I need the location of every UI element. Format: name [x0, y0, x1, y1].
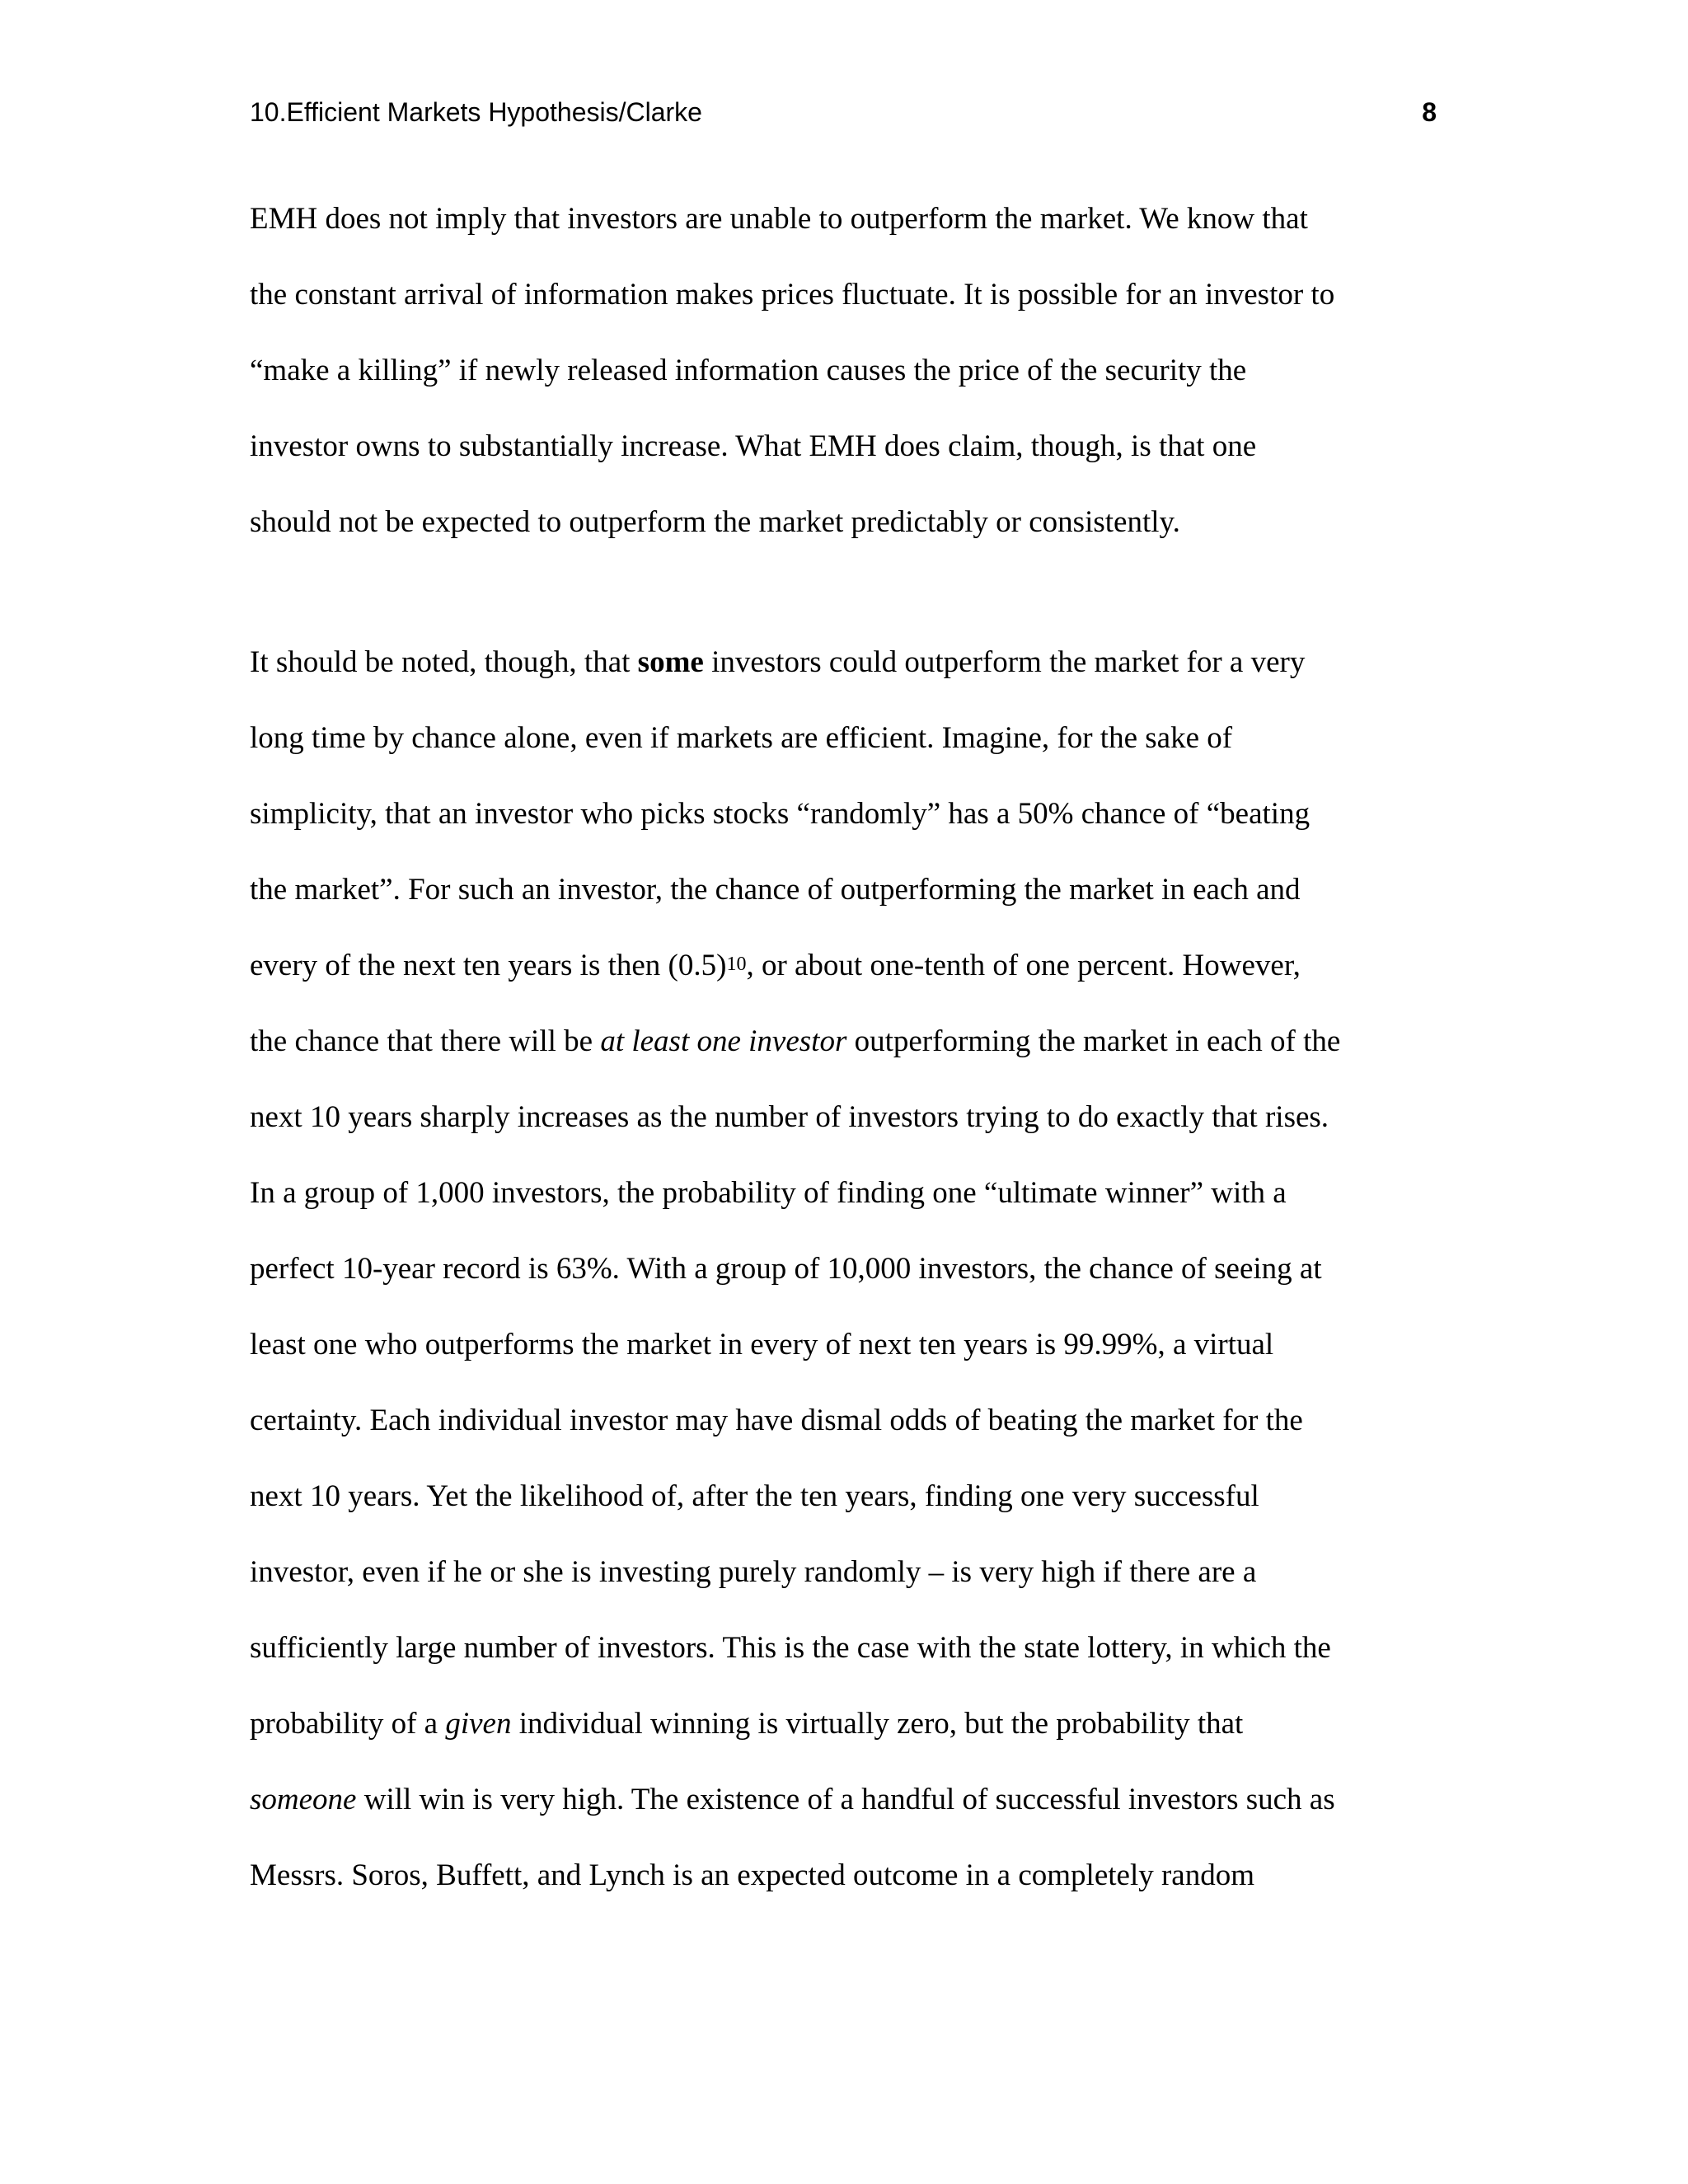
italic-text: given: [445, 1707, 512, 1741]
text-line: the market”. For such an investor, the chance of outperforming the market in each and: [250, 873, 1301, 907]
text-run: outperforming the market in each of the: [846, 1024, 1341, 1058]
page-header: [250, 97, 1437, 137]
text-line: long time by chance alone, even if markets are efficient. Imagine, for the sake of: [250, 721, 1233, 755]
text-run: probability of a: [250, 1707, 446, 1741]
text-line: Messrs. Soros, Buffett, and Lynch is an expected outcome in a completely random: [250, 1858, 1255, 1892]
text-line: certainty. Each individual investor may have dismal odds of beating the market for the: [250, 1404, 1303, 1437]
text-run: investors could outperform the market for a very: [703, 645, 1306, 679]
superscript: 10: [726, 954, 747, 975]
text-line: [250, 1762, 1437, 1838]
text-line: simplicity, that an investor who picks stocks “randomly” has a 50% chance of “beating: [250, 797, 1311, 831]
paragraph-2: [250, 625, 1437, 1914]
italic-text: at least one investor: [600, 1024, 847, 1058]
text-line: perfect 10-year record is 63%. With a group of 10,000 investors, the chance of seeing at: [250, 1252, 1322, 1286]
text-line: [250, 625, 1437, 701]
bold-text: some: [637, 645, 704, 679]
text-line: next 10 years. Yet the likelihood of, after the ten years, finding one very successful: [250, 1479, 1259, 1513]
text-line: In a group of 1,000 investors, the probability of finding one “ultimate winner” with a: [250, 1176, 1287, 1210]
text-run: , or about one-tenth of one percent. However,: [746, 949, 1301, 982]
text-line: the constant arrival of information makes prices fluctuate. It is possible for an investor to: [250, 278, 1335, 312]
italic-text: someone: [250, 1783, 357, 1816]
text-line: sufficiently large number of investors. This is the case with the state lottery, in which the: [250, 1631, 1331, 1665]
text-line: [250, 1686, 1437, 1762]
text-line: should not be expected to outperform the market predictably or consistently.: [250, 505, 1180, 539]
text-line: investor, even if he or she is investing purely randomly – is very high if there are a: [250, 1555, 1257, 1589]
paragraph-1: [250, 181, 1437, 560]
text-run: individual winning is virtually zero, but the probability that: [511, 1707, 1244, 1741]
text-run: It should be noted, though, that: [250, 645, 638, 679]
page-number: 8: [1422, 97, 1437, 127]
text-line: least one who outperforms the market in every of next ten years is 99.99%, a virtual: [250, 1328, 1274, 1361]
text-run: will win is very high. The existence of a handful of successful investors such as: [356, 1783, 1335, 1816]
text-line: [250, 1004, 1437, 1080]
text-line: EMH does not imply that investors are unable to outperform the market. We know that: [250, 202, 1308, 236]
text-run: the chance that there will be: [250, 1024, 601, 1058]
text-run: every of the next ten years is then (0.5): [250, 949, 727, 982]
text-line: next 10 years sharply increases as the number of investors trying to do exactly that rises.: [250, 1100, 1329, 1134]
text-line: “make a killing” if newly released information causes the price of the security the: [250, 354, 1247, 387]
header-title: 10.Efficient Markets Hypothesis/Clarke: [250, 97, 702, 127]
text-line: [250, 928, 1437, 1004]
text-line: investor owns to substantially increase. What EMH does claim, though, is that one: [250, 429, 1257, 463]
